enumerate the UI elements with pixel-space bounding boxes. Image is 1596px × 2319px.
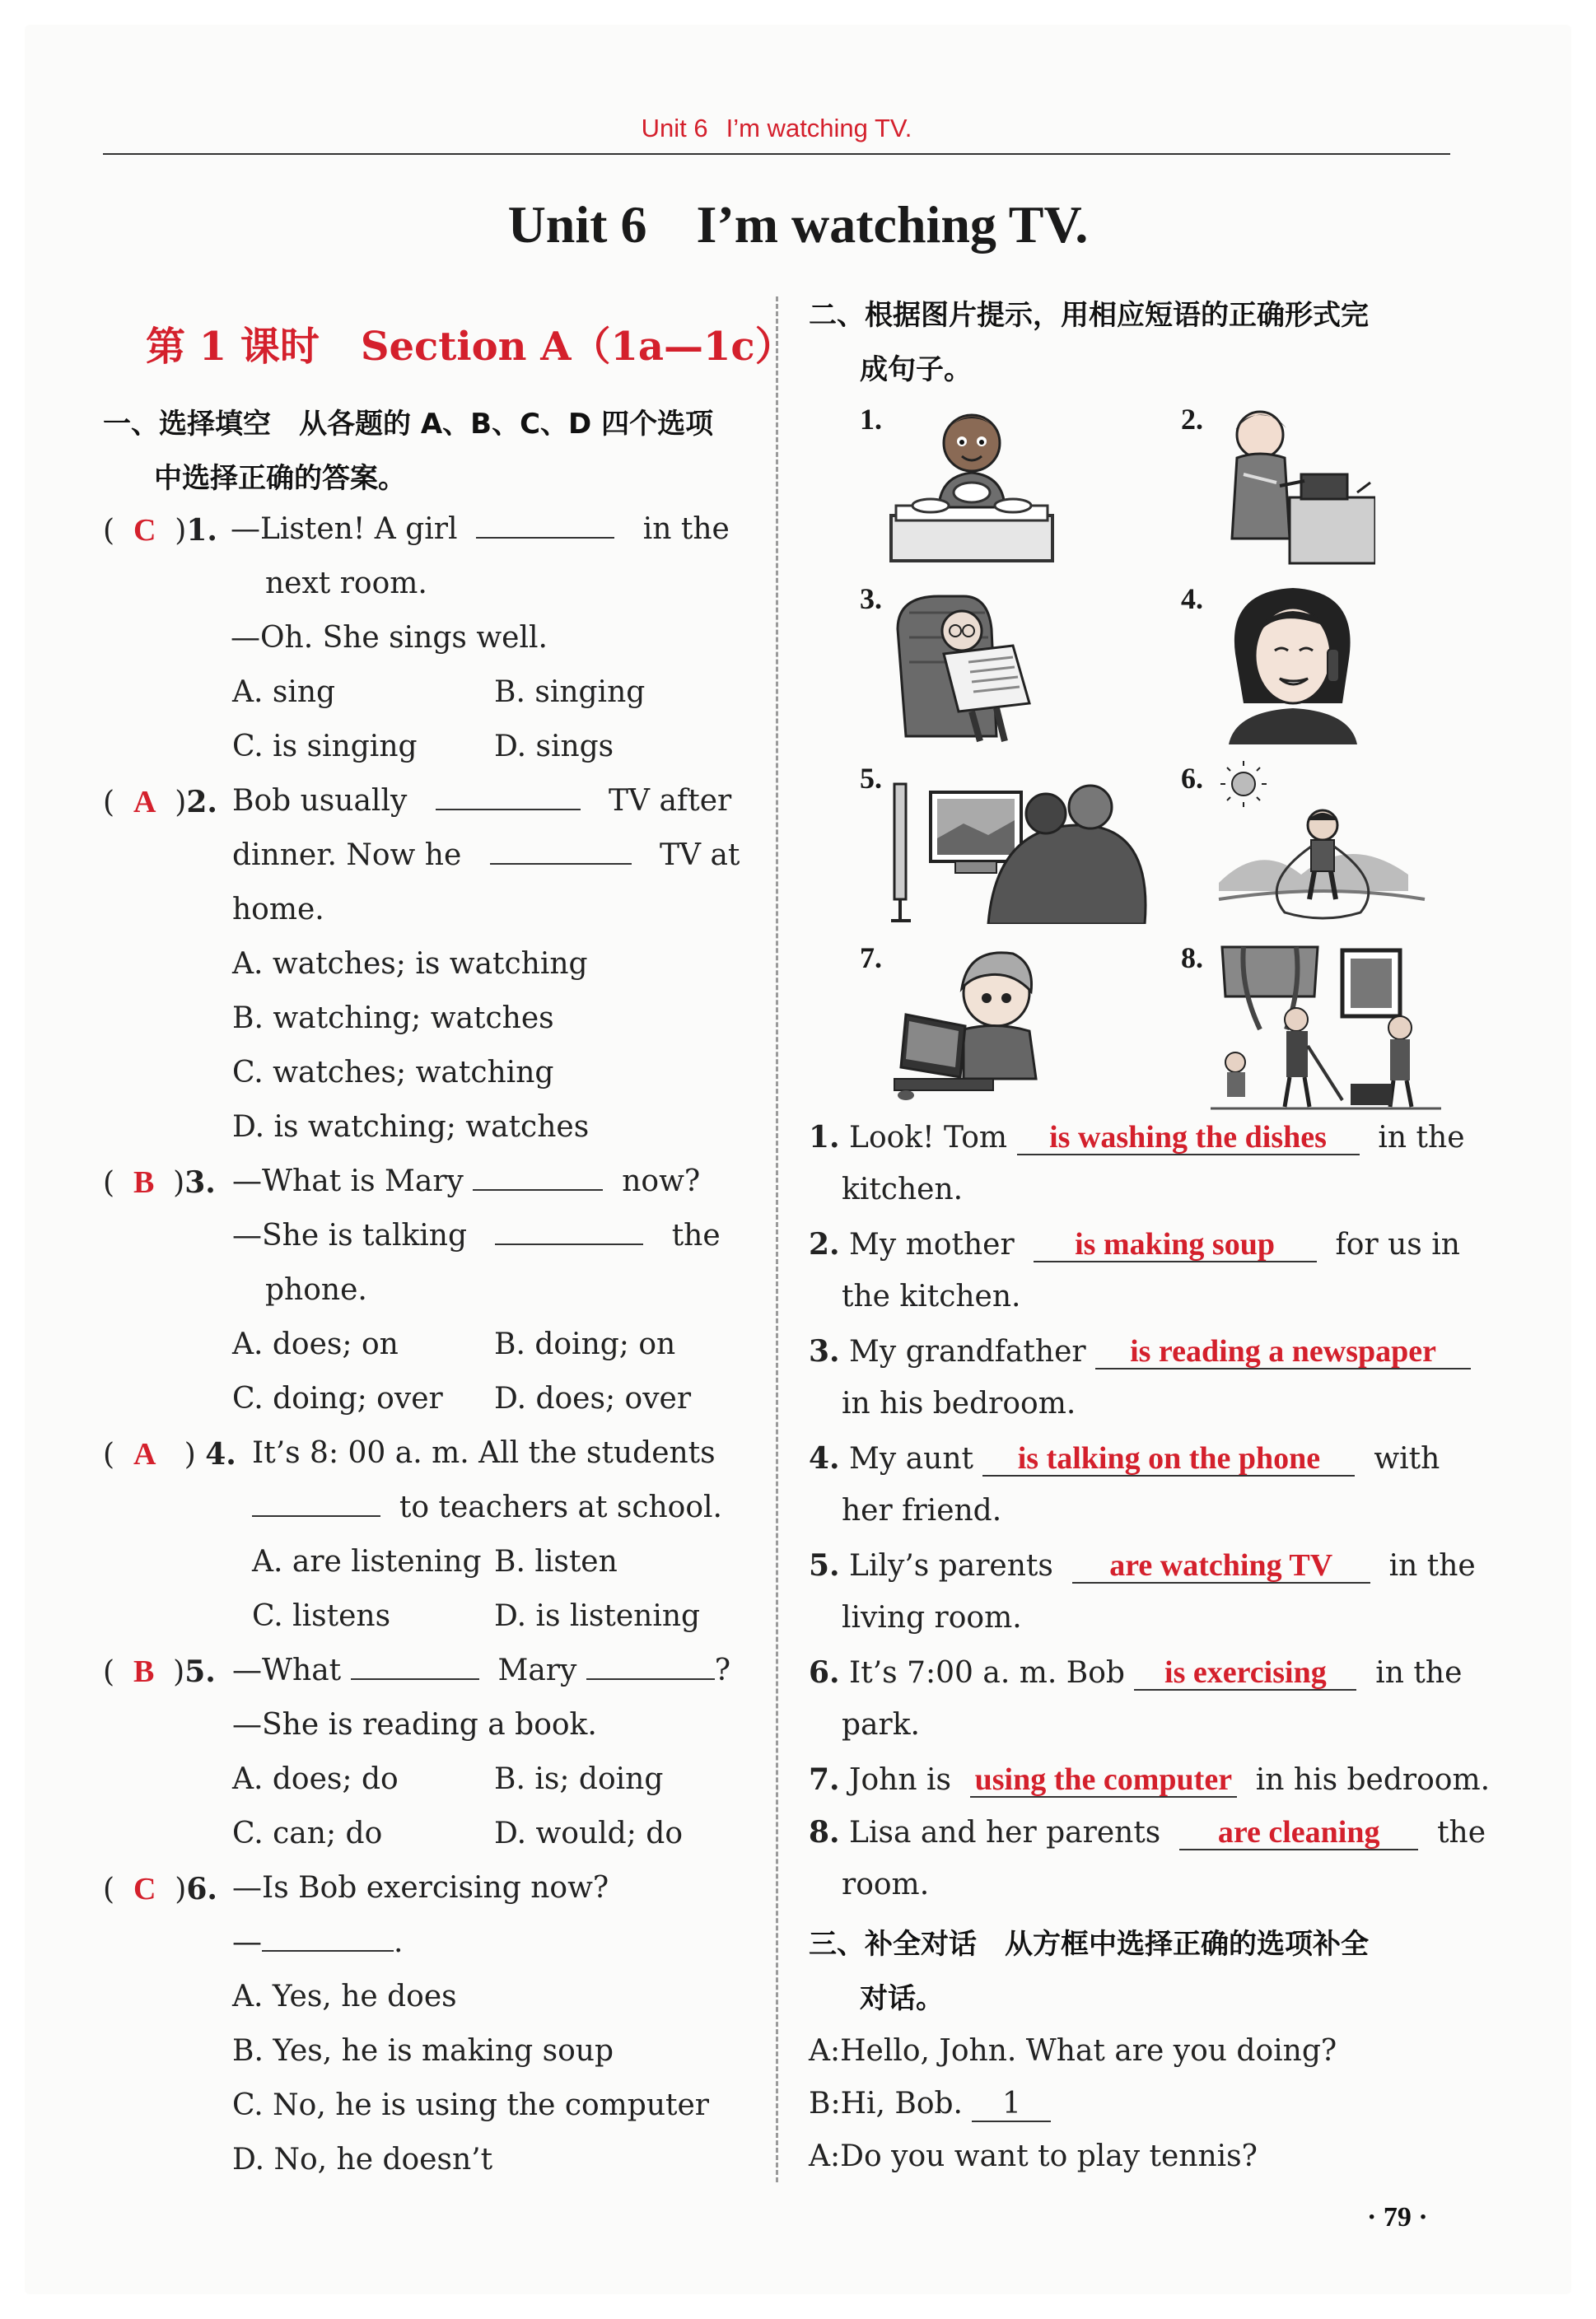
picture-label-4: 4. <box>1181 582 1203 615</box>
picture-label-2: 2. <box>1181 403 1203 436</box>
fill-answer-6[interactable]: is exercising <box>1134 1656 1356 1691</box>
fill-sentence-6: 6. It’s 7:00 a. m. Bob is exercising in the <box>809 1655 1463 1690</box>
q4-line1: It’s 8: 00 a. m. All the students <box>252 1436 716 1470</box>
fill-answer-7[interactable]: using the computer <box>970 1763 1237 1798</box>
john-using-computer-illustration <box>889 939 1054 1104</box>
answer-blank[interactable] <box>476 514 614 539</box>
q4-option-c: C. listens <box>252 1599 391 1633</box>
fill-answer-3[interactable]: is reading a newspaper <box>1095 1335 1471 1369</box>
fill-answer-2[interactable]: is making soup <box>1034 1228 1317 1262</box>
part3-heading-line1: 三、补全对话 从方框中选择正确的选项补全 <box>809 1928 1369 1961</box>
q5-option-b: B. is; doing <box>494 1762 664 1796</box>
fill-sentence-8-cont: room. <box>842 1868 930 1901</box>
q5-option-d: D. would; do <box>494 1817 683 1850</box>
q2-line2: dinner. Now he TV at <box>232 838 740 872</box>
mother-making-soup-illustration <box>1211 400 1375 565</box>
answer-blank[interactable] <box>473 1166 603 1191</box>
q6-option-a: A. Yes, he does <box>232 1980 457 2013</box>
running-head-unit: Unit 6 <box>641 114 708 142</box>
question-number-3: 3. <box>184 1165 216 1200</box>
q2-option-c: C. watches; watching <box>232 1056 554 1090</box>
q2-option-d: D. is watching; watches <box>232 1110 590 1144</box>
q6-option-b: B. Yes, he is making soup <box>232 2034 614 2068</box>
boy-washing-dishes-illustration <box>889 400 1054 565</box>
lesson-section: Section A（1a—1c） <box>360 324 795 370</box>
part2-heading <box>809 288 1369 397</box>
q1-option-c: C. is singing <box>232 730 418 763</box>
q1-line2: next room. <box>265 567 427 600</box>
q3-option-a: A. does; on <box>232 1327 399 1361</box>
aunt-on-phone-illustration <box>1211 580 1375 744</box>
page-title <box>0 194 1596 255</box>
page-title-text: I’m watching TV. <box>696 195 1089 254</box>
q2-line1: Bob usually TV after <box>232 784 732 818</box>
answer-blank[interactable] <box>495 1220 643 1245</box>
fill-sentence-2: 2. My mother is making soup for us in <box>809 1227 1460 1262</box>
parents-watching-tv-illustration <box>889 759 1153 924</box>
running-head-title: I’m watching TV. <box>726 114 912 142</box>
fill-sentence-8: 8. Lisa and her parents are cleaning the <box>809 1815 1486 1850</box>
q3-option-b: B. doing; on <box>494 1327 676 1361</box>
answer-blank[interactable] <box>252 1492 380 1517</box>
q2-option-b: B. watching; watches <box>232 1001 554 1035</box>
q6-line1: —Is Bob exercising now? <box>232 1871 609 1905</box>
running-head <box>103 114 1450 143</box>
dialogue-line-3: A:Do you want to play tennis? <box>809 2139 1258 2173</box>
answer-blank[interactable] <box>351 1655 479 1680</box>
part3-heading-line2: 对话。 <box>860 1982 944 2015</box>
part1-heading-line2: 中选择正确的答案。 <box>154 462 406 495</box>
fill-sentence-2-cont: the kitchen. <box>842 1280 1021 1313</box>
q2-option-a: A. watches; is watching <box>232 947 588 981</box>
q3-line3: phone. <box>265 1273 367 1307</box>
q1-line1: —Listen! A girl in the <box>231 512 730 546</box>
q2-line3: home. <box>232 893 324 926</box>
fill-sentence-7: 7. John is using the computer in his bedroom. <box>809 1762 1491 1797</box>
picture-label-5: 5. <box>860 762 882 795</box>
fill-sentence-3-cont: in his bedroom. <box>842 1387 1076 1421</box>
answer-4: A <box>133 1437 156 1472</box>
fill-sentence-4-cont: her friend. <box>842 1494 1002 1528</box>
answer-bracket-5: ( B )5. <box>103 1654 216 1689</box>
dialogue-line-2: B:Hi, Bob. 1 <box>809 2087 1051 2122</box>
dialogue-blank-1[interactable]: 1 <box>972 2088 1051 2122</box>
picture-label-3: 3. <box>860 582 882 615</box>
answer-6: C <box>133 1872 156 1906</box>
question-number-2: 2. <box>186 785 217 819</box>
header-rule <box>103 153 1450 155</box>
lisa-family-cleaning-room-illustration <box>1211 939 1441 1112</box>
answer-bracket-1: ( C )1. <box>103 513 217 548</box>
answer-3: B <box>133 1165 155 1200</box>
answer-bracket-6: ( C )6. <box>103 1872 217 1906</box>
q4-option-a: A. are listening <box>252 1545 482 1579</box>
page-title-unit: Unit 6 <box>507 195 647 254</box>
q1-line3: —Oh. She sings well. <box>231 621 548 655</box>
fill-sentence-1-cont: kitchen. <box>842 1173 964 1206</box>
q5-line2: —She is reading a book. <box>232 1708 597 1742</box>
q6-option-d: D. No, he doesn’t <box>232 2143 493 2177</box>
fill-sentence-1: 1. Look! Tom is washing the dishes in the <box>809 1120 1465 1155</box>
answer-bracket-2: ( A )2. <box>103 785 217 819</box>
answer-blank[interactable] <box>436 786 581 810</box>
q6-line2: — . <box>232 1925 404 1959</box>
answer-blank[interactable] <box>490 840 632 865</box>
answer-1: C <box>133 513 156 548</box>
answer-bracket-3: ( B )3. <box>103 1165 216 1200</box>
lesson-title <box>146 315 795 371</box>
column-divider <box>776 296 778 2182</box>
q3-option-d: D. does; over <box>494 1382 692 1416</box>
picture-label-7: 7. <box>860 941 882 974</box>
picture-label-1: 1. <box>860 403 882 436</box>
fill-answer-1[interactable]: is washing the dishes <box>1017 1121 1360 1155</box>
grandfather-reading-newspaper-illustration <box>889 580 1054 744</box>
answer-bracket-4: ( A ) 4. <box>103 1437 236 1472</box>
answer-2: A <box>133 785 156 819</box>
lesson-period: 第 1 课时 <box>146 324 320 370</box>
fill-sentence-5: 5. Lily’s parents are watching TV in the <box>809 1548 1476 1583</box>
q4-option-b: B. listen <box>494 1545 618 1579</box>
q1-option-d: D. sings <box>494 730 614 763</box>
part1-heading-line1: 一、选择填空 从各题的 A、B、C、D 四个选项 <box>103 408 714 441</box>
q3-line1: —What is Mary now? <box>232 1164 701 1198</box>
fill-sentence-6-cont: park. <box>842 1708 920 1742</box>
part2-heading-line2: 成句子。 <box>860 353 972 386</box>
picture-label-8: 8. <box>1181 941 1203 974</box>
fill-answer-8[interactable]: are cleaning <box>1179 1816 1418 1850</box>
q5-option-c: C. can; do <box>232 1817 383 1850</box>
bob-exercising-in-park-illustration <box>1211 759 1433 924</box>
q5-option-a: A. does; do <box>232 1762 399 1796</box>
picture-label-6: 6. <box>1181 762 1203 795</box>
question-number-5: 5. <box>184 1654 216 1689</box>
question-number-4: 4. <box>205 1437 236 1472</box>
q1-option-a: A. sing <box>232 675 336 709</box>
q1-option-b: B. singing <box>494 675 646 709</box>
q3-line2: —She is talking the <box>232 1219 721 1253</box>
q3-option-c: C. doing; over <box>232 1382 443 1416</box>
answer-5: B <box>133 1654 155 1689</box>
part2-heading-line1: 二、根据图片提示，用相应短语的正确形式完 <box>809 299 1369 332</box>
fill-answer-5[interactable]: are watching TV <box>1072 1549 1370 1584</box>
answer-blank[interactable] <box>586 1655 715 1680</box>
fill-sentence-3: 3. My grandfather is reading a newspaper <box>809 1334 1471 1369</box>
page-number: · 79 · <box>1367 2202 1428 2233</box>
question-number-6: 6. <box>186 1872 217 1906</box>
part3-heading <box>809 1917 1369 2026</box>
q4-option-d: D. is listening <box>494 1599 701 1633</box>
q4-line2: to teachers at school. <box>252 1491 722 1524</box>
q5-line1: —What Mary ? <box>232 1654 731 1687</box>
question-number-1: 1. <box>186 513 217 548</box>
part1-heading <box>103 397 713 506</box>
fill-sentence-4: 4. My aunt is talking on the phone with <box>809 1441 1440 1476</box>
dialogue-line-1: A:Hello, John. What are you doing? <box>809 2034 1337 2068</box>
fill-answer-4[interactable]: is talking on the phone <box>982 1442 1355 1477</box>
q6-option-c: C. No, he is using the computer <box>232 2088 710 2122</box>
answer-blank[interactable] <box>262 1927 394 1952</box>
fill-sentence-5-cont: living room. <box>842 1601 1022 1635</box>
